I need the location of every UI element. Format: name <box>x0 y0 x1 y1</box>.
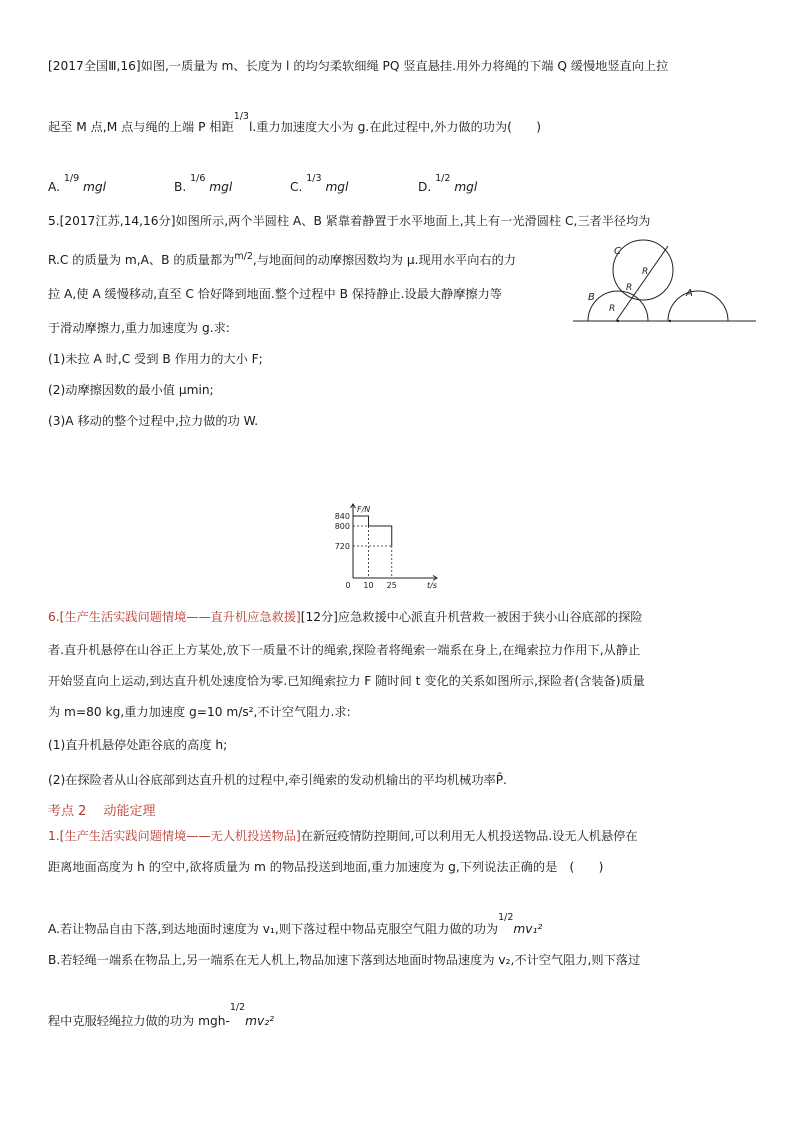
label-c: C <box>614 246 621 257</box>
q6-line-4: 为 m=80 kg,重力加速度 g=10 m/s²,不计空气阻力.求: <box>48 705 351 719</box>
section-title: 考点 2 动能定理 <box>48 804 156 819</box>
radius-line <box>616 246 668 321</box>
q4-line-2-frac: 1/3 <box>233 111 249 122</box>
kq1-option-b-frac: 1/2 <box>229 1002 246 1013</box>
kq1-option-b-line-1[interactable]: B.若轻绳一端系在物品上,另一端系在无人机上,物品加速下落到达地面时物品速度为 v₂,不计空气阻力,则下落过 <box>48 953 641 967</box>
kq1-option-b-expr: mv₂² <box>245 1014 275 1028</box>
q4-line-2a: 起至 M 点,M 点与绳的上端 P 相距 <box>48 120 234 134</box>
kq1-option-a-expr: mv₁² <box>513 922 543 936</box>
q6-tag: 6.[生产生活实践问题情境——直升机应急救援] <box>48 610 301 624</box>
q4-line-2 <box>48 111 542 135</box>
q6-line-3: 开始竖直向上运动,到达直升机处速度恰为零.已知绳索拉力 F 随时间 t 变化的关系如图所示,探险者(含装备)质量 <box>48 674 645 688</box>
q4-option-d-frac: 1/2 <box>435 173 451 184</box>
q6-sub-2: (2)在探险者从山谷底部到达直升机的过程中,牵引绳索的发动机输出的平均机械功率P̄. <box>48 773 507 787</box>
half-cylinder-a <box>668 291 728 321</box>
q5-sub-1: (1)未拉 A 时,C 受到 B 作用力的大小 F; <box>48 352 263 366</box>
y-tick-720: 720 <box>334 542 350 551</box>
q6-line-1 <box>48 608 643 625</box>
x-axis-label: t/s <box>427 581 437 590</box>
label-r-2: R <box>626 283 633 293</box>
q5-cylinder-figure <box>570 238 770 338</box>
x-tick-25: 25 <box>386 581 397 590</box>
kq1-option-a-text: A.若让物品自由下落,到达地面时速度为 v₁,则下落过程中物品克服空气阻力做的功为 <box>48 922 499 936</box>
q4-option-c-frac: 1/3 <box>306 173 322 184</box>
y-tick-800: 800 <box>334 522 350 531</box>
kq1-option-b-line-2[interactable] <box>48 1002 275 1029</box>
q6-line-2: 者.直升机悬停在山谷正上方某处,放下一质量不计的绳索,探险者将绳索一端系在身上,在绳索拉力作用下,从静止 <box>48 643 641 657</box>
q4-option-b-frac: 1/6 <box>190 173 206 184</box>
q5-line-3: 拉 A,使 A 缓慢移动,直至 C 恰好降到地面.整个过程中 B 保持静止.设最大静摩擦力等 <box>48 287 502 301</box>
q4-line-1: [2017全国Ⅲ,16]如图,一质量为 m、长度为 l 的均匀柔软细绳 PQ 竖直悬挂.用外力将绳的下端 Q 缓慢地竖直向上拉 <box>48 59 669 73</box>
q4-option-a-frac: 1/9 <box>63 173 80 184</box>
x-tick-0: 0 <box>345 581 351 590</box>
x-tick-10: 10 <box>363 581 374 590</box>
q6-force-time-chart <box>330 502 450 592</box>
q4-option-b[interactable]: B. $^{1/6}$ mgl <box>174 173 233 194</box>
q4-option-a[interactable]: A. $^{1/9}$ mgl <box>48 173 107 194</box>
force-series-line <box>353 516 392 546</box>
label-r-3: R <box>609 304 616 314</box>
y-tick-840: 840 <box>334 512 350 521</box>
kq1-option-a[interactable] <box>48 912 543 937</box>
q5-sub-3: (3)A 移动的整个过程中,拉力做的功 W. <box>48 414 259 428</box>
q5-line-1: 5.[2017江苏,14,16分]如图所示,两个半圆柱 A、B 紧靠着静置于水平地面上,其上有一光滑圆柱 C,三者半径均为 <box>48 214 651 228</box>
kq1-line-1 <box>48 827 638 844</box>
kq1-option-b-text: 程中克服轻绳拉力做的功为 mgh- <box>48 1014 230 1028</box>
kq1-option-a-frac: 1/2 <box>498 912 514 923</box>
q5-sub-2: (2)动摩擦因数的最小值 μmin; <box>48 383 214 397</box>
center-dot-a <box>669 320 671 322</box>
center-dot-b <box>617 320 619 322</box>
q5-line-2b: ,与地面间的动摩擦因数均为 μ.现用水平向右的力 <box>252 253 516 267</box>
half-cylinder-b <box>588 291 648 321</box>
kq1-line-1b: 在新冠疫情防控期间,可以利用无人机投送物品.设无人机悬停在 <box>300 829 638 843</box>
kq1-tag: 1.[生产生活实践问题情境——无人机投送物品] <box>48 829 301 843</box>
label-b: B <box>588 292 595 303</box>
kq1-line-2: 距离地面高度为 h 的空中,欲将质量为 m 的物品投送到地面,重力加速度为 g,下列说法正确的是 ( ) <box>48 860 604 874</box>
q4-line-2b: l.重力加速度大小为 g.在此过程中,外力做的功为( ) <box>248 120 542 134</box>
y-axis-label: F/N <box>357 505 371 514</box>
q5-line-4: 于滑动摩擦力,重力加速度为 g.求: <box>48 321 230 335</box>
q4-option-c[interactable]: C. $^{1/3}$ mgl <box>290 173 349 194</box>
label-r-1: R <box>642 267 649 277</box>
q5-line-2 <box>48 251 516 268</box>
q4-option-d[interactable]: D. $^{1/2}$ mgl <box>418 173 478 194</box>
q6-sub-1: (1)直升机悬停处距谷底的高度 h; <box>48 738 228 752</box>
q5-line-2a: R.C 的质量为 m,A、B 的质量都为 <box>48 253 235 267</box>
q6-line-1b: [12分]应急救援中心派直升机营救一被困于狭小山谷底部的探险 <box>300 610 643 624</box>
q5-line-2-frac: m/2 <box>234 251 253 262</box>
label-a: A <box>686 288 693 299</box>
